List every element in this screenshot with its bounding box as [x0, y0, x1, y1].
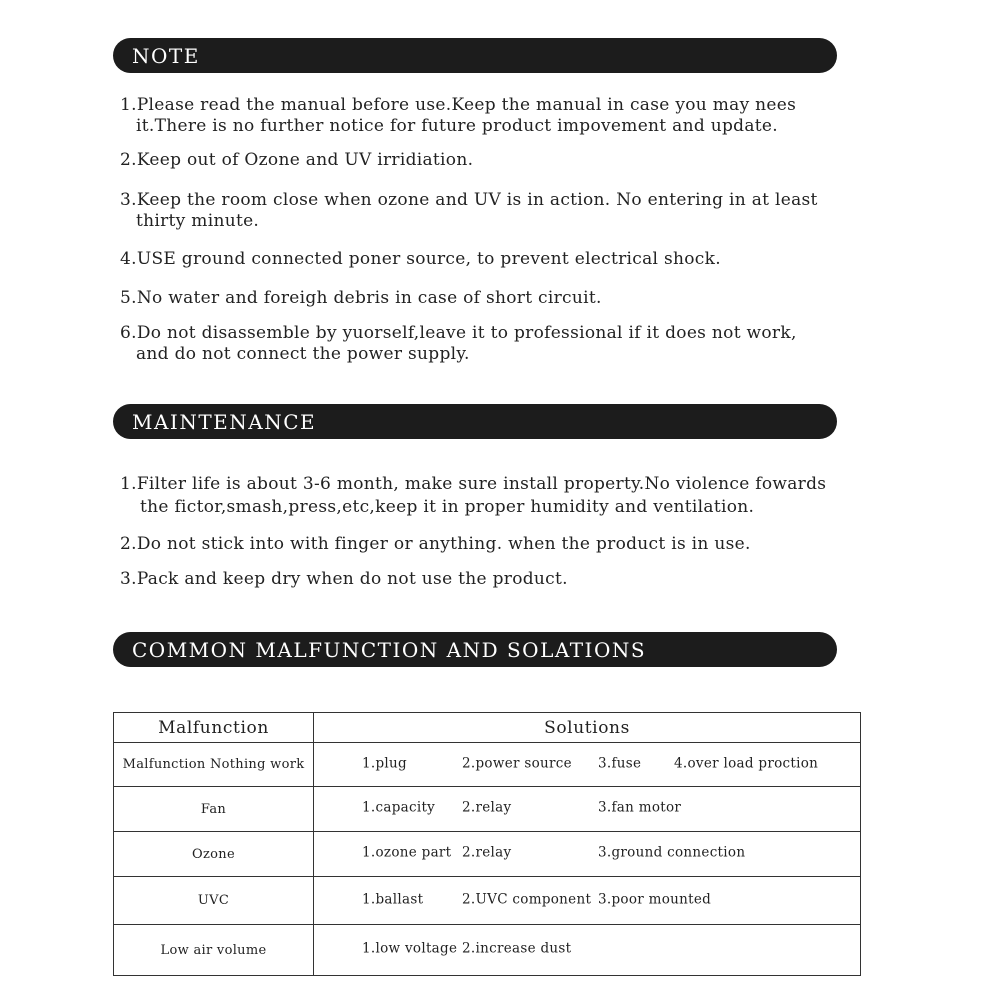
table-row [114, 743, 861, 787]
solutions-cell [314, 877, 861, 925]
solution-item: 2.relay [462, 799, 512, 816]
maintenance-item-1 [120, 473, 860, 519]
solution-item: 2.relay [462, 844, 512, 861]
maintenance-item-1-line-2: the fictor,smash,press,etc,keep it in proper humidity and ventilation. [140, 497, 755, 517]
note-item-4 [120, 249, 860, 270]
note-item-3-line-2: thirty minute. [136, 211, 260, 231]
solution-item: 2.increase dust [462, 940, 572, 957]
note-item-2 [120, 150, 860, 171]
malfunction-cell: Malfunction Nothing work [114, 743, 314, 787]
solutions-column-header: Solutions [314, 713, 861, 743]
table-header-row [114, 713, 861, 743]
note-item-3-line-1: 3.Keep the room close when ozone and UV is in action. No entering in at least [120, 190, 818, 210]
solution-item: 3.ground connection [598, 844, 746, 861]
note-item-5-line-1: 5.No water and foreigh debris in case of short circuit. [120, 288, 602, 308]
solution-item: 1.capacity [362, 799, 436, 816]
note-item-6-line-1: 6.Do not disassemble by yuorself,leave it to professional if it does not work, [120, 323, 797, 343]
solution-item: 1.plug [362, 755, 407, 772]
solution-item: 3.fuse [598, 755, 642, 772]
maintenance-item-2-line-1: 2.Do not stick into with finger or anything. when the product is in use. [120, 534, 751, 554]
note-item-3 [120, 190, 860, 232]
solution-item: 2.UVC component [462, 891, 592, 908]
solution-item: 1.ozone part [362, 844, 452, 861]
note-item-1-line-1: 1.Please read the manual before use.Keep the manual in case you may nees [120, 95, 797, 115]
solution-item: 3.poor mounted [598, 891, 712, 908]
malfunction-section-title: COMMON MALFUNCTION AND SOLATIONS [113, 632, 837, 667]
malfunction-cell: Low air volume [114, 925, 314, 976]
maintenance-section-title: MAINTENANCE [113, 404, 837, 439]
solution-item: 1.ballast [362, 891, 424, 908]
maintenance-item-2 [120, 534, 860, 555]
malfunction-cell: Ozone [114, 832, 314, 877]
solutions-cell [314, 832, 861, 877]
table-row [114, 877, 861, 925]
solution-item: 4.over load proction [674, 755, 819, 772]
table-row [114, 832, 861, 877]
note-item-1 [120, 95, 860, 137]
solution-item: 2.power source [462, 755, 572, 772]
solutions-cell [314, 743, 861, 787]
maintenance-item-3 [120, 569, 860, 590]
maintenance-item-1-line-1: 1.Filter life is about 3-6 month, make sure install property.No violence fowards [120, 474, 827, 494]
table-row [114, 925, 861, 976]
note-item-4-line-1: 4.USE ground connected poner source, to prevent electrical shock. [120, 249, 721, 269]
note-item-1-line-2: it.There is no further notice for future product impovement and update. [136, 116, 778, 136]
note-item-2-line-1: 2.Keep out of Ozone and UV irridiation. [120, 150, 474, 170]
note-item-6-line-2: and do not connect the power supply. [136, 344, 470, 364]
note-item-6 [120, 323, 860, 365]
table-row [114, 787, 861, 832]
malfunction-column-header: Malfunction [114, 713, 314, 743]
maintenance-item-3-line-1: 3.Pack and keep dry when do not use the product. [120, 569, 568, 589]
solutions-cell [314, 787, 861, 832]
note-section-title: NOTE [113, 38, 837, 73]
solution-item: 3.fan motor [598, 799, 682, 816]
solutions-cell [314, 925, 861, 976]
malfunction-cell: UVC [114, 877, 314, 925]
malfunction-table [113, 712, 861, 976]
note-item-5 [120, 288, 860, 309]
solution-item: 1.low voltage [362, 940, 458, 957]
malfunction-cell: Fan [114, 787, 314, 832]
